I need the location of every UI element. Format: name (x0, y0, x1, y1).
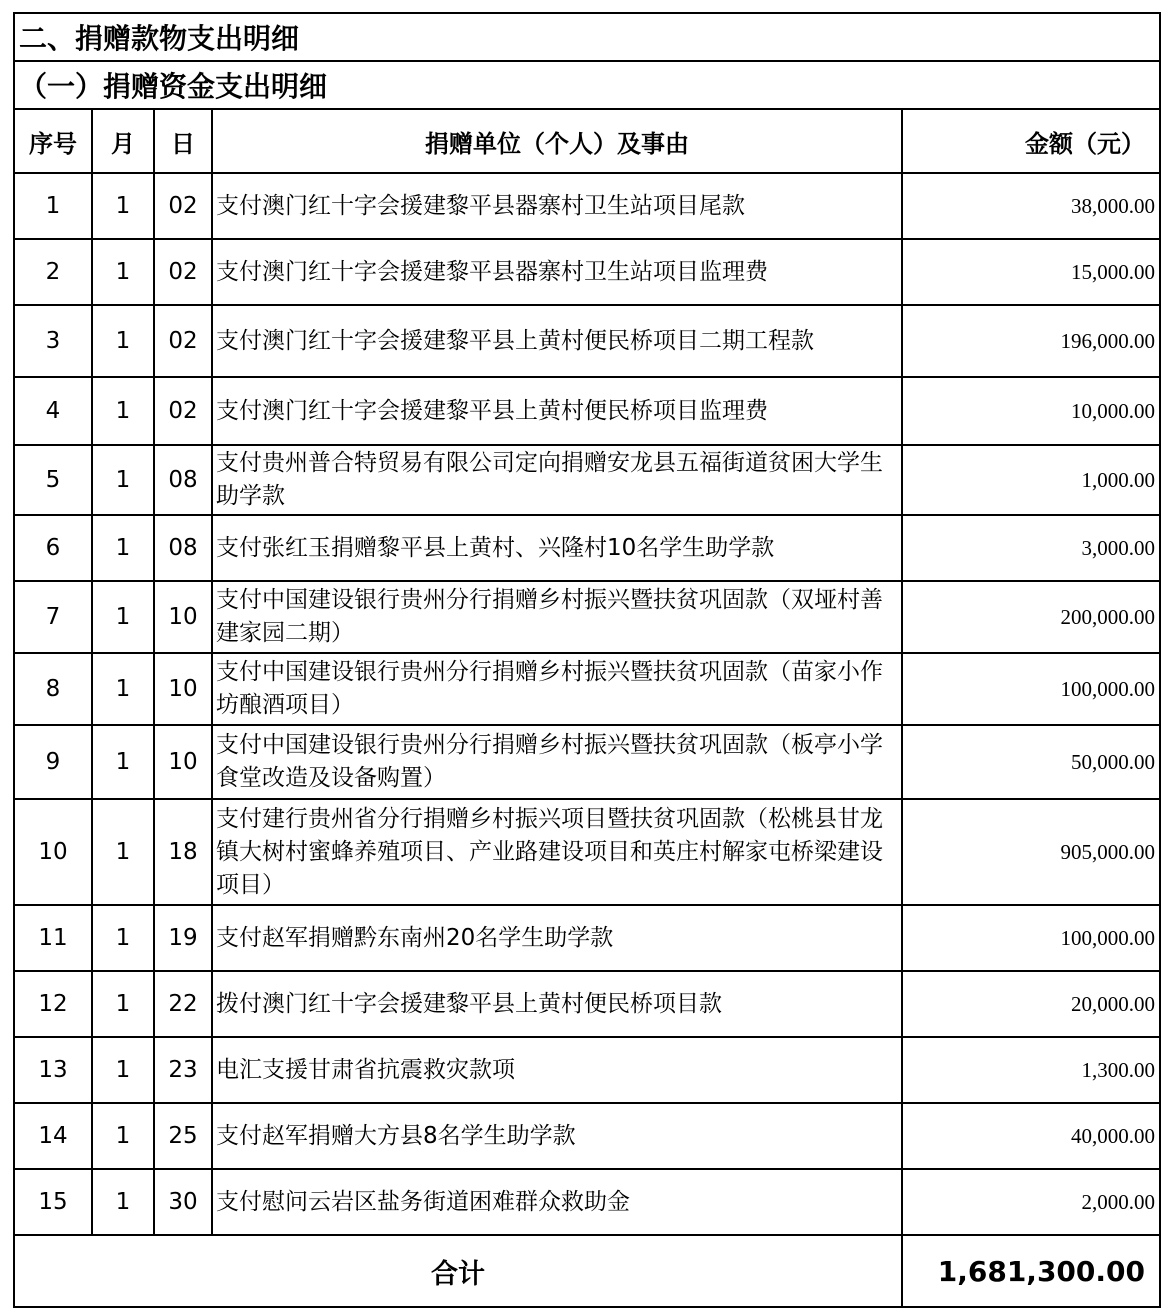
donation-expense-sheet (13, 12, 1159, 1308)
row-day: 22 (154, 971, 212, 1037)
row-no: 8 (14, 653, 92, 725)
row-amount: 3,000.00 (902, 515, 1160, 581)
row-amount: 200,000.00 (902, 581, 1160, 653)
row-desc: 支付澳门红十字会援建黎平县器寨村卫生站项目监理费 (212, 239, 902, 305)
row-amount: 38,000.00 (902, 173, 1160, 239)
row-day: 10 (154, 653, 212, 725)
row-amount: 100,000.00 (902, 653, 1160, 725)
row-no: 3 (14, 305, 92, 377)
total-row (14, 1235, 1160, 1307)
total-label: 合计 (14, 1235, 902, 1307)
row-amount: 15,000.00 (902, 239, 1160, 305)
row-day: 18 (154, 799, 212, 905)
section-title: 二、捐赠款物支出明细 (14, 13, 1160, 61)
header-desc: 捐赠单位（个人）及事由 (212, 109, 902, 173)
table-row (14, 1037, 1160, 1103)
table-row (14, 305, 1160, 377)
row-no: 11 (14, 905, 92, 971)
row-desc: 支付慰问云岩区盐务街道困难群众救助金 (212, 1169, 902, 1235)
row-desc: 支付贵州普合特贸易有限公司定向捐赠安龙县五福街道贫困大学生助学款 (212, 445, 902, 515)
row-desc: 支付建行贵州省分行捐赠乡村振兴项目暨扶贫巩固款（松桃县甘龙镇大树村蜜蜂养殖项目、产业路建设项目和英庄村解家屯桥梁建设项目） (212, 799, 902, 905)
header-no: 序号 (14, 109, 92, 173)
table-row (14, 725, 1160, 799)
row-desc: 支付中国建设银行贵州分行捐赠乡村振兴暨扶贫巩固款（板亭小学食堂改造及设备购置） (212, 725, 902, 799)
table-row (14, 653, 1160, 725)
row-month: 1 (92, 1037, 154, 1103)
row-amount: 2,000.00 (902, 1169, 1160, 1235)
table-row (14, 377, 1160, 445)
row-day: 23 (154, 1037, 212, 1103)
row-desc: 支付赵军捐赠大方县8名学生助学款 (212, 1103, 902, 1169)
total-value: 1,681,300.00 (902, 1235, 1160, 1307)
donation-expense-table (13, 12, 1161, 1308)
row-amount: 1,000.00 (902, 445, 1160, 515)
row-no: 14 (14, 1103, 92, 1169)
table-row (14, 1169, 1160, 1235)
header-row (14, 109, 1160, 173)
row-desc: 支付中国建设银行贵州分行捐赠乡村振兴暨扶贫巩固款（双垭村善建家园二期） (212, 581, 902, 653)
table-row (14, 905, 1160, 971)
row-no: 6 (14, 515, 92, 581)
section-title-row (14, 13, 1160, 61)
row-month: 1 (92, 239, 154, 305)
table-row (14, 581, 1160, 653)
row-amount: 905,000.00 (902, 799, 1160, 905)
subsection-title: （一）捐赠资金支出明细 (14, 61, 1160, 109)
row-amount: 1,300.00 (902, 1037, 1160, 1103)
row-no: 2 (14, 239, 92, 305)
row-month: 1 (92, 971, 154, 1037)
row-amount: 196,000.00 (902, 305, 1160, 377)
row-day: 30 (154, 1169, 212, 1235)
row-no: 15 (14, 1169, 92, 1235)
row-no: 5 (14, 445, 92, 515)
row-month: 1 (92, 445, 154, 515)
row-desc: 拨付澳门红十字会援建黎平县上黄村便民桥项目款 (212, 971, 902, 1037)
row-day: 08 (154, 445, 212, 515)
row-desc: 支付澳门红十字会援建黎平县上黄村便民桥项目监理费 (212, 377, 902, 445)
row-month: 1 (92, 653, 154, 725)
table-row (14, 1103, 1160, 1169)
row-no: 4 (14, 377, 92, 445)
row-no: 1 (14, 173, 92, 239)
row-month: 1 (92, 725, 154, 799)
row-month: 1 (92, 799, 154, 905)
table-row (14, 173, 1160, 239)
row-month: 1 (92, 377, 154, 445)
table-row (14, 239, 1160, 305)
row-month: 1 (92, 581, 154, 653)
row-no: 10 (14, 799, 92, 905)
subsection-title-row (14, 61, 1160, 109)
row-month: 1 (92, 515, 154, 581)
row-desc: 支付中国建设银行贵州分行捐赠乡村振兴暨扶贫巩固款（苗家小作坊酿酒项目） (212, 653, 902, 725)
row-day: 19 (154, 905, 212, 971)
table-row (14, 445, 1160, 515)
row-month: 1 (92, 305, 154, 377)
row-day: 08 (154, 515, 212, 581)
table-row (14, 515, 1160, 581)
row-day: 10 (154, 725, 212, 799)
row-desc: 支付澳门红十字会援建黎平县上黄村便民桥项目二期工程款 (212, 305, 902, 377)
row-no: 13 (14, 1037, 92, 1103)
table-row (14, 799, 1160, 905)
row-month: 1 (92, 1169, 154, 1235)
row-day: 02 (154, 377, 212, 445)
row-desc: 支付张红玉捐赠黎平县上黄村、兴隆村10名学生助学款 (212, 515, 902, 581)
row-desc: 电汇支援甘肃省抗震救灾款项 (212, 1037, 902, 1103)
row-day: 10 (154, 581, 212, 653)
row-month: 1 (92, 173, 154, 239)
header-month: 月 (92, 109, 154, 173)
row-month: 1 (92, 1103, 154, 1169)
row-day: 02 (154, 305, 212, 377)
row-desc: 支付赵军捐赠黔东南州20名学生助学款 (212, 905, 902, 971)
row-month: 1 (92, 905, 154, 971)
header-amount: 金额（元） (902, 109, 1160, 173)
row-desc: 支付澳门红十字会援建黎平县器寨村卫生站项目尾款 (212, 173, 902, 239)
row-day: 02 (154, 239, 212, 305)
row-amount: 10,000.00 (902, 377, 1160, 445)
table-row (14, 971, 1160, 1037)
row-amount: 40,000.00 (902, 1103, 1160, 1169)
row-no: 9 (14, 725, 92, 799)
header-day: 日 (154, 109, 212, 173)
row-day: 02 (154, 173, 212, 239)
row-amount: 100,000.00 (902, 905, 1160, 971)
row-amount: 20,000.00 (902, 971, 1160, 1037)
row-amount: 50,000.00 (902, 725, 1160, 799)
row-day: 25 (154, 1103, 212, 1169)
row-no: 12 (14, 971, 92, 1037)
row-no: 7 (14, 581, 92, 653)
